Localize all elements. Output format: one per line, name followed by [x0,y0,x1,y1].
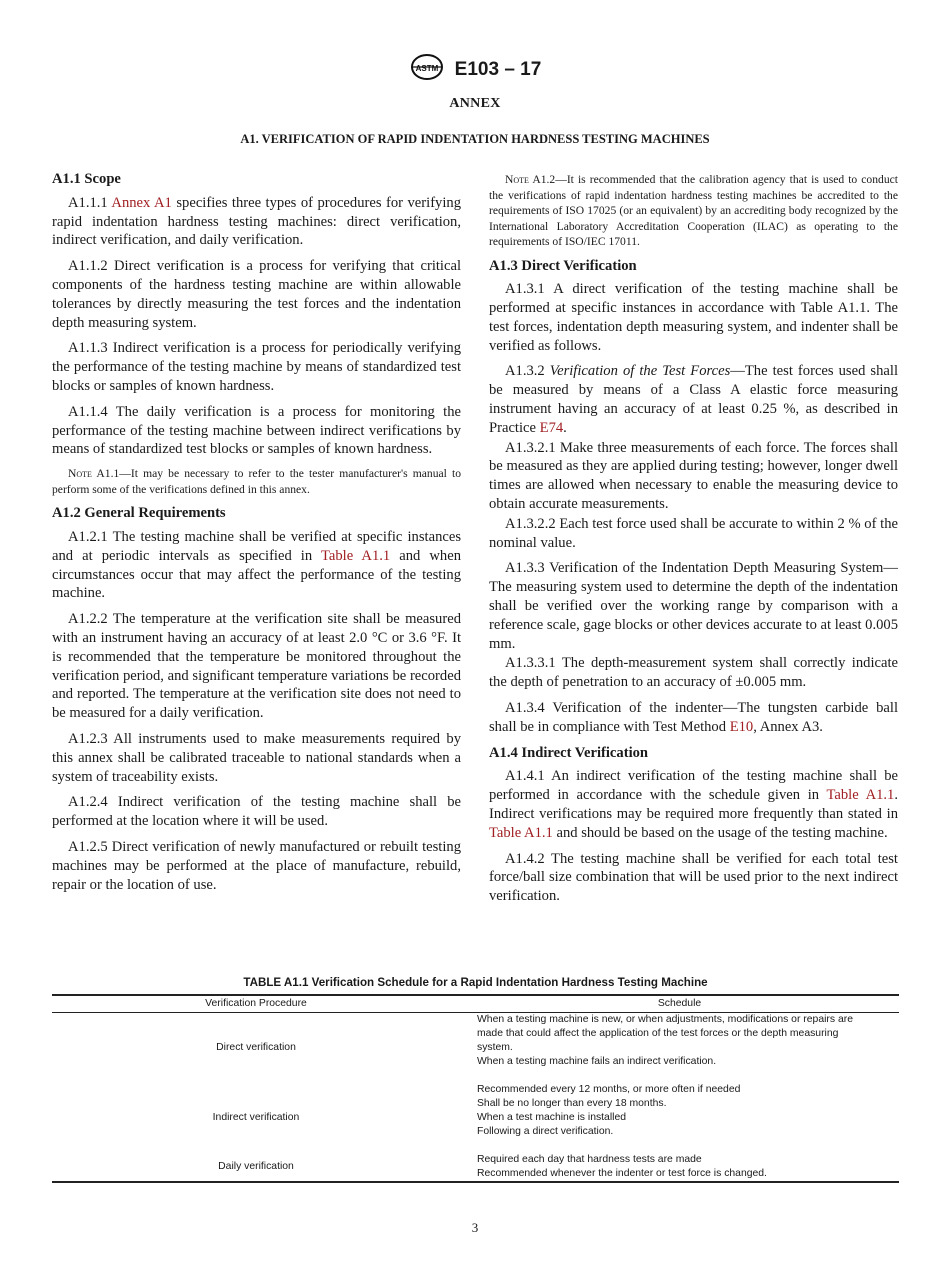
paragraph-a1-1-3: A1.1.3 Indirect verification is a process for periodically verifying the performance of the testing machine by means of standardized test blocks or samples of known hardness. [52,340,461,394]
spacer [477,1139,895,1153]
paragraph-a1-3-1: A1.3.1 A direct verification of the testing machine shall be performed at specific instances in accordance with Table A1.1. The test forces, indentation depth measuring system, and indenter shall be verified as follows. [489,281,898,354]
paragraph-text: A1.2.1 The testing machine shall be verified at specific instances and at periodic intervals as specified in [52,528,461,564]
left-column [52,170,461,901]
right-column [489,172,898,913]
schedule-line: made that could affect the application of the test forces or the depth measuring [477,1028,839,1039]
table-header-row [52,995,899,1013]
procedure-cell: Daily verification [52,1153,460,1182]
section-heading-indirect: A1.4 Indirect Verification [489,744,649,761]
note-text: A1.2—It is recommended that the calibration agency that is used to conduct the verifications of rapid indentation hardness testing machines be accredited to the requirements of ISO 17025 (or an equivalent) by an accrediting body recognized by the International Laboratory Accreditation Cooperation (ILAC) as operating to the requirements of ISO/IEC 17011. [489,173,898,248]
paragraph-a1-3-2: A1.3.2 Verification of the Test Forces—The test forces used shall be measured by means of a Class A elastic force measuring instrument having an accuracy of at least 0.25 %, as described in Practice E74. [489,363,898,436]
paragraph-a1-2-5: A1.2.5 Direct verification of newly manufactured or rebuilt testing machines may be performed at the place of manufacture, rebuild, repair or the location of use. [52,838,461,893]
designation: E103 – 17 [454,58,542,80]
procedure-cell: Direct verification [216,1042,296,1053]
verification-schedule-table [52,994,899,1183]
e74-link[interactable]: E74 [539,419,564,436]
paragraph-text-end: and when circumstances occur that may affect the performance of the testing machine. [52,547,461,602]
paragraph-a1-2-4: A1.2.4 Indirect verification of the testing machine shall be performed at the location where it will be used. [52,794,461,830]
page-number: 3 [471,1220,479,1235]
table-row [52,1083,899,1153]
paragraph-a1-3-2-2: A1.3.2.2 Each test force used shall be accurate to within 2 % of the nominal value. [489,515,898,551]
paragraph-text: —The test forces used shall be measured by means of a Class A elastic force measuring instrument having an accuracy of at least 0.25 %, as described in Practice [489,363,898,436]
paragraph-a1-3-3: A1.3.3 Verification of the Indentation Depth Measuring System—The measuring system used to determine the depth of the indentation shall be verified over the working range by comparison with a reference scale, gage blocks or other devices accurate to at least 0.005 mm. [489,560,898,652]
note-label: Note [68,467,92,481]
note-label: Note [505,173,529,186]
schedule-line: Shall be no longer than every 18 months. [477,1098,667,1109]
schedule-line: Required each day that hardness tests are made [477,1154,702,1165]
schedule-line: When a testing machine fails an indirect verification. [477,1056,717,1067]
schedule-line: Recommended whenever the indenter or test force is changed. [477,1168,767,1179]
paragraph-a1-3-4 [489,699,898,737]
spacer [477,1069,895,1083]
annex-a1-link[interactable]: Annex A1 [111,194,172,211]
paragraph-italic-title: Verification of the Test Forces [549,363,731,380]
schedule-line: system. [477,1042,513,1053]
paragraph-text-end: and should be based on the usage of the testing machine. [556,824,888,841]
annex-heading: ANNEX [449,96,501,111]
paragraph-text: specifies three types of procedures for verifying rapid indentation hardness testing machines: direct verification, indirect verification, and daily verification. [52,194,462,249]
schedule-line: Following a direct verification. [477,1126,614,1137]
note-text: A1.1—It may be necessary to refer to the tester manufacturer's manual to perform some of the verifications defined in this annex. [52,467,461,496]
paragraph-a1-1-2: A1.1.2 Direct verification is a process for verifying that critical components of the hardness testing machine are within allowable tolerances by directly measuring the test forces and the indentation depth measuring system. [52,258,461,331]
procedure-cell: Indirect verification [212,1112,300,1123]
paragraph-a1-4-1 [489,767,898,842]
e10-link[interactable]: E10 [729,718,754,735]
astm-logo-text: ASTM [415,64,439,73]
schedule-line: When a testing machine is new, or when adjustments, modifications or repairs are [477,1014,853,1025]
paragraph-a1-2-3: A1.2.3 All instruments used to make measurements required by this annex shall be calibrated traceable to national standards when a system of traceability exists. [52,730,461,785]
paragraph-number: A1.1.1 [68,194,108,211]
column-header-procedure: Verification Procedure [52,995,460,1013]
note-a1-1 [52,466,461,497]
paragraph-text-end: , Annex A3. [753,718,823,735]
paragraph-a1-1-1 [52,194,461,250]
schedule-cell [460,1153,899,1182]
paragraph-text-mid: . Indirect verifications may be required more frequently than stated in [489,787,899,823]
paragraph-text: A1.4.1 An indirect verification of the testing machine shall be performed in accordance with the schedule given in [489,768,898,804]
schedule-line: When a test machine is installed [477,1112,627,1123]
paragraph-a1-3-3-1: A1.3.3.1 The depth-measurement system shall correctly indicate the depth of penetration to an accuracy of ±0.005 mm. [489,655,898,691]
paragraph-text: A1.3.4 Verification of the indenter—The tungsten carbide ball shall be in compliance with Test Method [489,700,898,735]
paragraph-a1-1-4: A1.1.4 The daily verification is a process for monitoring the performance of the testing machine between indirect verifications by means of standardized test blocks or samples of known hardness. [52,403,461,458]
table-row [52,1153,899,1182]
schedule-cell [460,1013,899,1084]
section-heading-general: A1.2 General Requirements [52,505,226,522]
paragraph-a1-4-2: A1.4.2 The testing machine shall be verified for each total test force/ball size combination that will be used prior to the next indirect verification. [489,850,898,905]
table-title: TABLE A1.1 Verification Schedule for a Rapid Indentation Hardness Testing Machine [243,976,708,989]
column-header-schedule: Schedule [460,995,899,1013]
section-heading-scope: A1.1 Scope [52,171,121,187]
paragraph-number: A1.3.2 [505,363,545,380]
schedule-cell [460,1083,899,1153]
paragraph-a1-2-1 [52,528,461,603]
paragraph-a1-2-2: A1.2.2 The temperature at the verification site shall be measured with an instrument having an accuracy of at least 2.0 °C or 3.6 °F. It is recommended that the temperature be monitored throughout the verification period, and significant temperature variations be recorded and reported. The temperature at the verification site does not need to be measured for a daily verification. [52,611,461,722]
table-a1-1-link[interactable]: Table A1.1 [320,547,391,564]
table-row [52,1013,899,1084]
table-a1-1-link-2[interactable]: Table A1.1 [489,824,553,841]
schedule-line: Recommended every 12 months, or more often if needed [477,1084,741,1095]
section-heading-direct: A1.3 Direct Verification [489,257,637,274]
table-a1-1-link[interactable]: Table A1.1 [826,787,895,804]
paragraph-a1-3-2-1: A1.3.2.1 Make three measurements of each force. The forces shall be measured as they are applied during testing; however, longer dwell times are allowed when necessary to enable the measuring device to obtain accurate measurements. [489,439,898,513]
astm-logo-icon [409,52,445,87]
note-a1-2 [489,172,898,250]
annex-title: A1. VERIFICATION OF RAPID INDENTATION HARDNESS TESTING MACHINES [240,132,710,146]
page-header [0,52,950,87]
